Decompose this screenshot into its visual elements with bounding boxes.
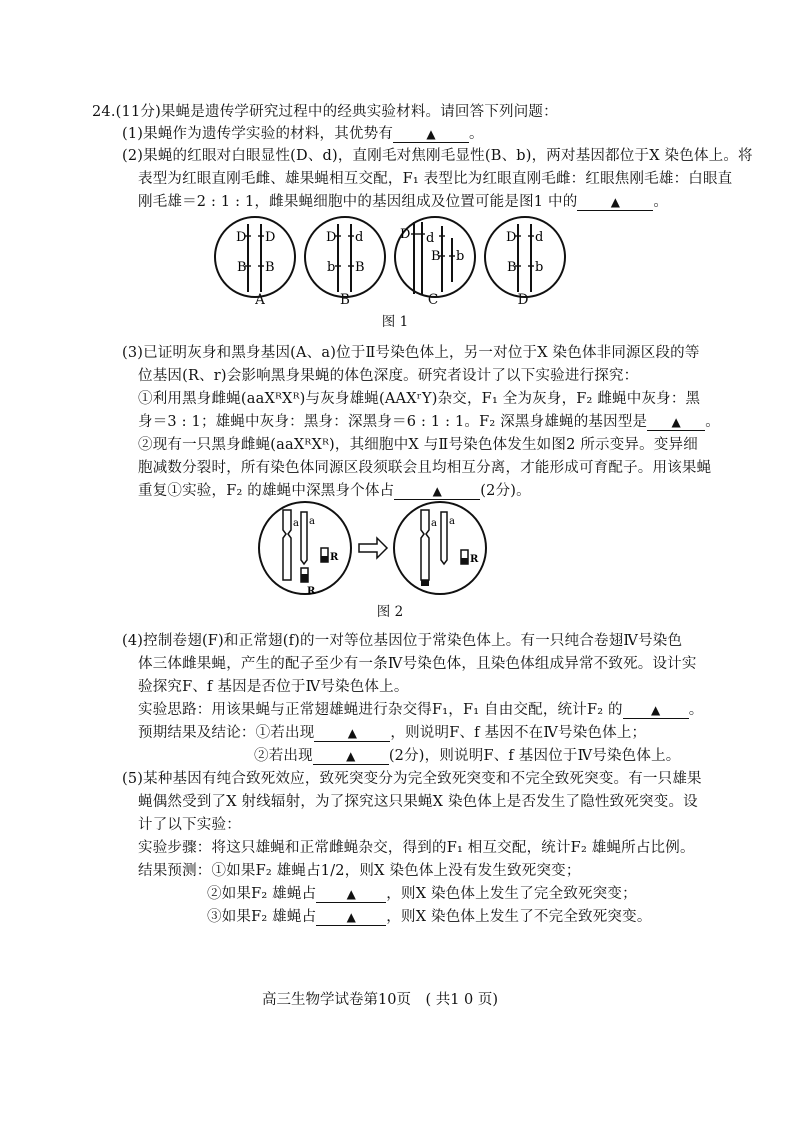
answer-blank[interactable]: ▲ [316, 886, 386, 903]
answer-blank[interactable]: ▲ [623, 702, 689, 719]
q4-line-5: 预期结果及结论：①若出现 ▲ ，则说明F、f 基因不在Ⅳ号染色体上； [138, 725, 647, 741]
q3-line-6: 胞减数分裂时，所有染色体同源区段须联会且均相互分离，才能形成可育配子。用该果蝇 [138, 460, 712, 476]
q4-line-4: 实验思路：用该果蝇与正常翅雄蝇进行杂交得F₁，F₁ 自由交配，统计F₂ 的 ▲ 。 [138, 702, 704, 718]
arrow [359, 538, 387, 558]
gene-label: b [535, 260, 544, 275]
gene-label: a [293, 518, 299, 529]
q1-line: (1)果蝇作为遗传学实验的材料，其优势有 ▲ 。 [122, 126, 484, 142]
gene-label: D [326, 230, 337, 245]
cell-b [305, 217, 385, 297]
q3-line-1: (3)已证明灰身和黑身基因(A、a)位于Ⅱ号染色体上，另一对位于X 染色体非同源区段的等 [122, 345, 700, 361]
cell-label-b: B [340, 292, 350, 308]
q5-line-3: 计了以下实验： [138, 817, 241, 833]
gene-label: d [535, 230, 544, 245]
q5-line-5: 结果预测：①如果F₂ 雄蝇占1/2，则X 染色体上没有发生致死突变； [138, 863, 581, 879]
q5-line-4: 实验步骤：将这只雄蝇和正常雌蝇杂交，得到的F₁ 相互交配，统计F₂ 雄蝇所占比例。 [138, 840, 695, 856]
q3-line-4: 身＝3 : 1；雄蝇中灰身：黑身：深黑身＝6 : 1 : 1。F₂ 深黑身雄蝇的基因型是 ▲ 。 [138, 414, 720, 430]
cell-d [485, 217, 565, 297]
figure-1-caption: 图 1 [381, 314, 409, 330]
answer-blank[interactable]: ▲ [313, 748, 389, 765]
gene-label: D [506, 230, 517, 245]
gene-label: a [449, 516, 455, 527]
q2-line-1: (2)果蝇的红眼对白眼显性(D、d)，直刚毛对焦刚毛显性(B、b)，两对基因都位于X 染色体上。将 [122, 148, 753, 164]
gene-label: d [355, 230, 364, 245]
gene-label: B [507, 260, 517, 275]
q3-line-5: ②现有一只黑身雌蝇(aaXᴿXᴿ)，其细胞中X 与Ⅱ号染色体发生如图2 所示变异。变异细 [138, 437, 698, 453]
gene-label: D [236, 230, 247, 245]
q4-line-2: 体三体雌果蝇，产生的配子至少有一条Ⅳ号染色体，且染色体组成异常不致死。设计实 [138, 656, 697, 672]
gene-label: D [400, 227, 411, 242]
cell-a [215, 217, 295, 297]
gene-label: R [307, 586, 316, 597]
answer-blank[interactable]: ▲ [314, 725, 390, 742]
figure-2 [255, 500, 555, 600]
answer-blank[interactable]: ▲ [393, 126, 469, 143]
figure-2-caption: 图 2 [376, 604, 404, 620]
q2-line-2: 表型为红眼直刚毛雌、雄果蝇相互交配，F₁ 表型比为红眼直刚毛雌：红眼焦刚毛雄：白眼直 [138, 171, 733, 187]
gene-label: D [265, 230, 276, 245]
q3-line-7: 重复①实验，F₂ 的雄蝇中深黑身个体占 ▲ (2分)。 [138, 483, 531, 499]
q4-line-1: (4)控制卷翅(F)和正常翅(f)的一对等位基因位于常染色体上。有一只纯合卷翅Ⅳ号染色 [122, 633, 683, 649]
gene-label: d [426, 231, 435, 246]
answer-blank[interactable]: ▲ [577, 194, 653, 211]
q5-line-2: 蝇偶然受到了X 射线辐射，为了探究这只果蝇X 染色体上是否发生了隐性致死突变。设 [138, 794, 698, 810]
gene-label: B [431, 249, 441, 264]
gene-label: B [237, 260, 247, 275]
page-footer: 高三生物学试卷第10页 ( 共1 0 页) [262, 992, 499, 1008]
cell-c [395, 217, 475, 297]
q5-line-7: ③如果F₂ 雄蝇占 ▲ ，则X 染色体上发生了不完全致死突变。 [207, 909, 652, 925]
answer-blank[interactable]: ▲ [394, 483, 480, 500]
answer-blank[interactable]: ▲ [316, 909, 386, 926]
q4-line-6: ②若出现 ▲ (2分)，则说明F、f 基因位于Ⅳ号染色体上。 [254, 748, 681, 764]
cell-label-d: D [517, 292, 529, 308]
q5-line-1: (5)某种基因有纯合致死效应，致死突变分为完全致死突变和不完全致死突变。有一只雄果 [122, 771, 702, 787]
q2-line-3: 刚毛雄＝2 : 1 : 1，雌果蝇细胞中的基因组成及位置可能是图1 中的 ▲ 。 [138, 194, 669, 210]
q4-line-3: 验探究F、f 基因是否位于Ⅳ号染色体上。 [138, 679, 409, 695]
cell-after [394, 502, 486, 594]
gene-label: R [330, 552, 339, 563]
q3-line-2: 位基因(R、r)会影响黑身果蝇的体色深度。研究者设计了以下实验进行探究： [138, 368, 639, 384]
gene-label: a [431, 518, 437, 529]
gene-label: b [456, 249, 465, 264]
answer-blank[interactable]: ▲ [647, 414, 705, 431]
gene-label: B [355, 260, 365, 275]
q3-line-3: ①利用黑身雌蝇(aaXᴿXᴿ)与灰身雄蝇(AAXʳY)杂交，F₁ 全为灰身，F₂ 雌蝇中灰身：黑 [138, 391, 701, 407]
gene-label: B [265, 260, 275, 275]
cell-before [259, 502, 351, 597]
gene-label: a [309, 516, 315, 527]
gene-label: b [327, 260, 336, 275]
cell-label-a: A [255, 292, 265, 308]
question-title: 24.(11分)果蝇是遗传学研究过程中的经典实验材料。请回答下列问题： [92, 104, 558, 120]
gene-label: R [470, 554, 479, 565]
q5-line-6: ②如果F₂ 雄蝇占 ▲ ，则X 染色体上发生了完全致死突变； [207, 886, 637, 902]
cell-label-c: C [427, 292, 439, 308]
